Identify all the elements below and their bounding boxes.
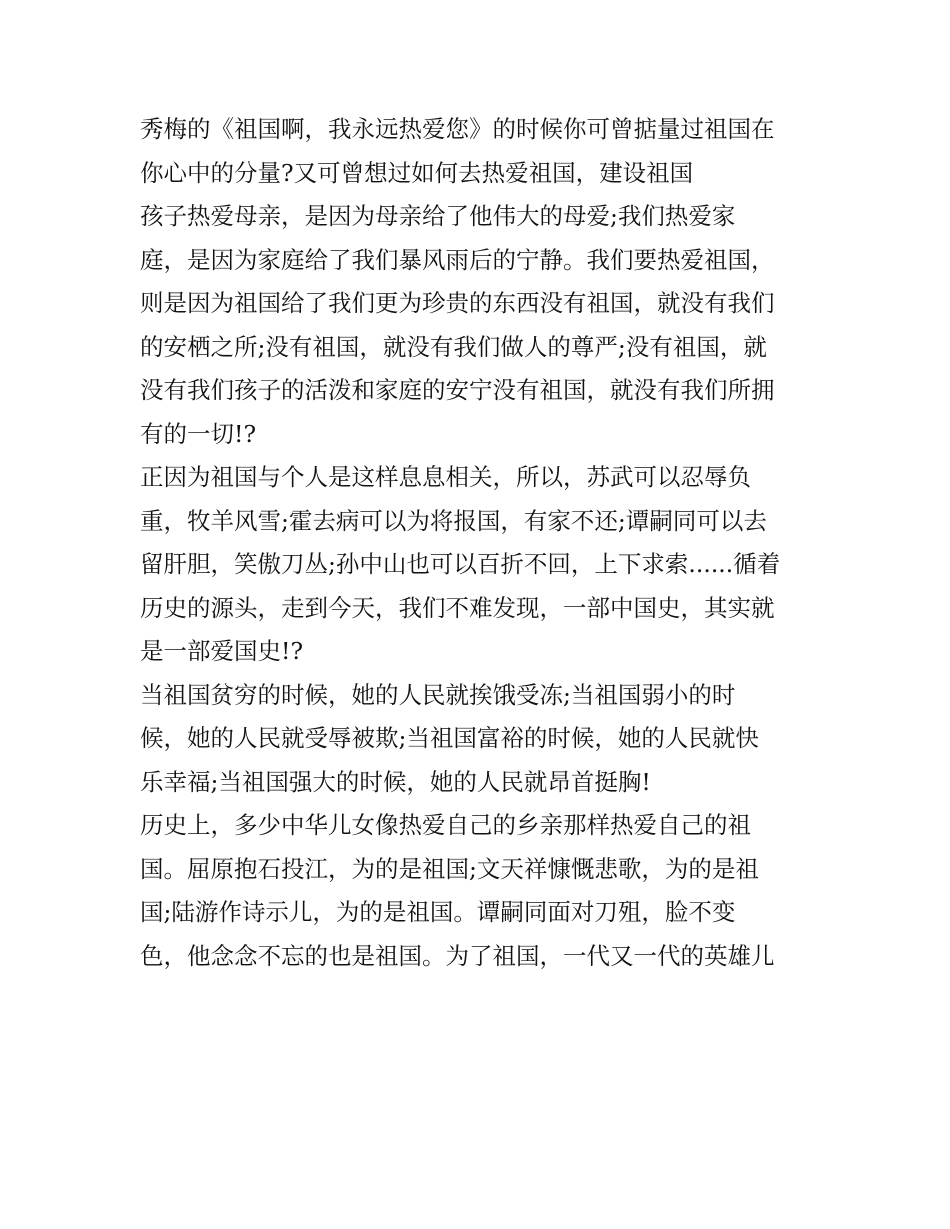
- text-line: 国;陆游作诗示儿，为的是祖国。谭嗣同面对刀殂，脸不变: [140, 898, 736, 926]
- text-line: 庭，是因为家庭给了我们暴风雨后的宁静。我们要热爱祖国，: [140, 245, 775, 274]
- text-line: 历史的源头，走到今天，我们不难发现，一部中国史，其实就: [140, 593, 775, 622]
- text-line: 正因为祖国与个人是这样息息相关，所以，苏武可以忍辱负: [140, 463, 751, 491]
- text-line: 是一部爱国史!?: [140, 637, 304, 665]
- text-line: 则是因为祖国给了我们更为珍贵的东西没有祖国，就没有我们: [140, 289, 775, 317]
- text-line: 色，他念念不忘的也是祖国。为了祖国，一代又一代的英雄儿: [140, 941, 775, 970]
- text-line: 乐幸福;当祖国强大的时候，她的人民就昂首挺胸!: [140, 767, 651, 796]
- text-line: 当祖国贫穷的时候，她的人民就挨饿受冻;当祖国弱小的时: [140, 680, 736, 709]
- text-line: 你心中的分量?又可曾想过如何去热爱祖国，建设祖国: [140, 158, 694, 187]
- text-line: 候，她的人民就受辱被欺;当祖国富裕的时候，她的人民就快: [140, 724, 759, 752]
- text-line: 国。屈原抱石投江，为的是祖国;文天祥慷慨悲歌，为的是祖: [140, 854, 759, 883]
- text-line: 历史上，多少中华儿女像热爱自己的乡亲那样热爱自己的祖: [140, 811, 751, 839]
- text-line: 的安栖之所;没有祖国，就没有我们做人的尊严;没有祖国，就: [140, 332, 767, 361]
- text-line: 留肝胆，笑傲刀丛;孙中山也可以百折不回，上下求索......循着: [140, 550, 781, 578]
- body-text: [140, 108, 840, 978]
- text-line: 孩子热爱母亲，是因为母亲给了他伟大的母爱;我们热爱家: [140, 202, 736, 230]
- text-line: 重，牧羊风雪;霍去病可以为将报国，有家不还;谭嗣同可以去: [140, 506, 767, 535]
- text-line: 有的一切!?: [140, 419, 257, 448]
- text-line: 秀梅的《祖国啊，我永远热爱您》的时候你可曾掂量过祖国在: [140, 115, 775, 143]
- text-line: 没有我们孩子的活泼和家庭的安宁没有祖国，就没有我们所拥: [140, 376, 775, 404]
